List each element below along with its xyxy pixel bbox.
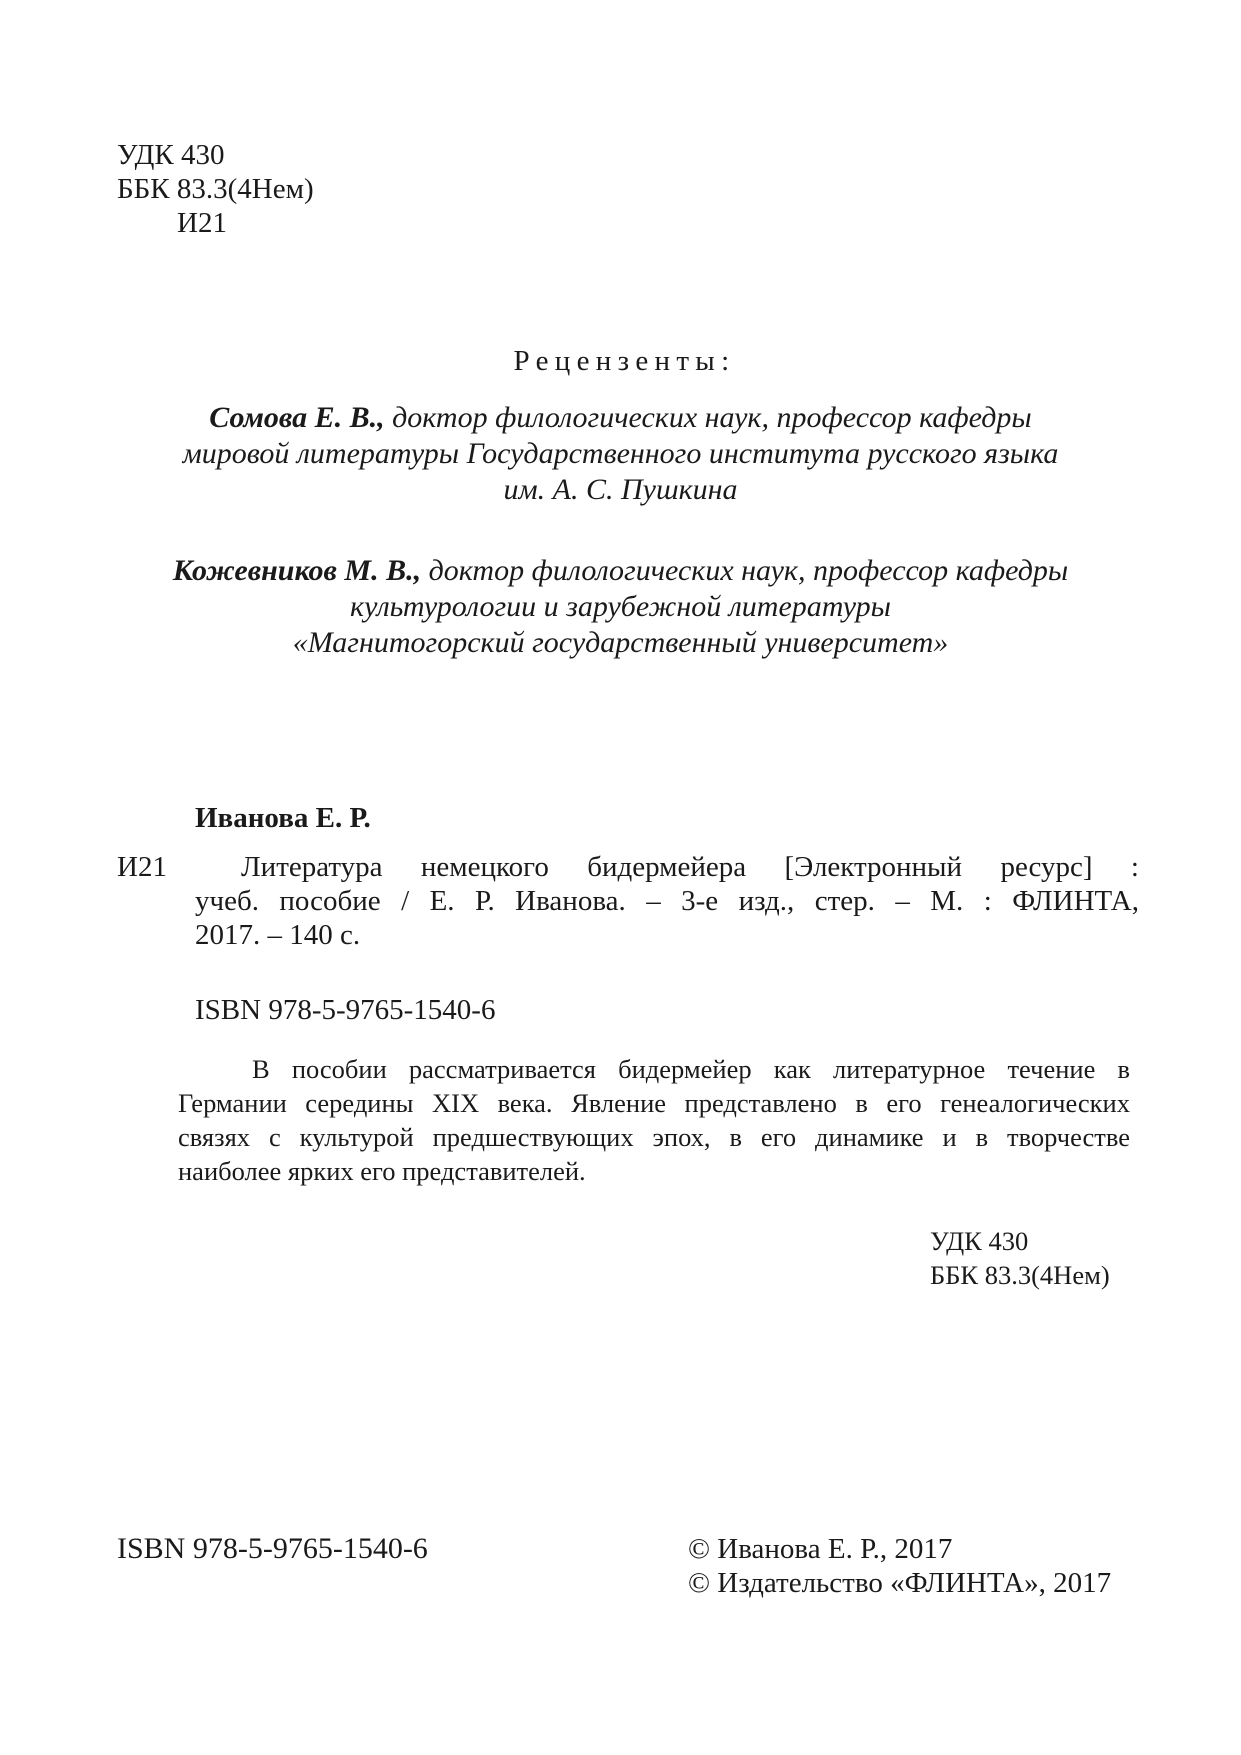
record-line: 2017. – 140 с.: [195, 919, 361, 951]
record-line: учеб. пособие / Е. Р. Иванова. – 3-е изд., стер. – М. : ФЛИНТА,: [195, 885, 1139, 917]
footer-isbn: ISBN 978-5-9765-1540-6: [117, 1532, 428, 1565]
reviewer-description: культурологии и зарубежной литературы: [350, 590, 891, 623]
record-description: [195, 850, 1139, 952]
reviewer-description: доктор филологических наук, профессор кафедры: [428, 554, 1069, 587]
reviewer-description: «Магнитогорский государственный университет»: [292, 626, 949, 659]
reviewer-description: мировой литературы Государственного института русского языка: [182, 437, 1059, 470]
classification-top: [117, 138, 314, 240]
abstract-line: наиболее ярких его представителей.: [178, 1156, 586, 1186]
reviewer-description: им. А. С. Пушкина: [503, 473, 738, 506]
reviewer-entry: [0, 400, 1241, 508]
reviewer-description: доктор филологических наук, профессор кафедры: [392, 401, 1032, 434]
record-author: Иванова Е. Р.: [195, 802, 371, 834]
record-index-mark: И21: [117, 851, 167, 883]
reviewer-entry: [0, 553, 1241, 661]
copyright-publisher: © Издательство «ФЛИНТА», 2017: [688, 1567, 1112, 1599]
abstract-line: В пособии рассматривается бидермейер как литературное течение в: [252, 1054, 1130, 1084]
copyright-block: [688, 1532, 1111, 1600]
abstract-line: Германии середины XIX века. Явление представлено в его генеалогических: [178, 1088, 1130, 1118]
record-line: Литература немецкого бидермейера [Электронный ресурс] :: [241, 851, 1139, 883]
reviewer-name: Сомова Е. В.,: [209, 401, 385, 434]
author-mark: И21: [177, 207, 227, 239]
abstract-line: связях с культурой предшествующих эпох, в его динамике и в творчестве: [178, 1122, 1130, 1152]
bbk-code: ББК 83.3(4Нем): [117, 173, 314, 205]
reviewers-heading: Рецензенты:: [513, 345, 736, 377]
bbk-code: ББК 83.3(4Нем): [930, 1260, 1110, 1290]
abstract: [178, 1052, 1130, 1188]
reviewer-name: Кожевников М. В.,: [172, 554, 422, 587]
copyright-author: © Иванова Е. Р., 2017: [688, 1533, 953, 1565]
udk-code: УДК 430: [117, 139, 225, 171]
record-isbn: ISBN 978-5-9765-1540-6: [195, 994, 496, 1026]
classification-bottom: [930, 1224, 1110, 1292]
udk-code: УДК 430: [930, 1226, 1029, 1256]
